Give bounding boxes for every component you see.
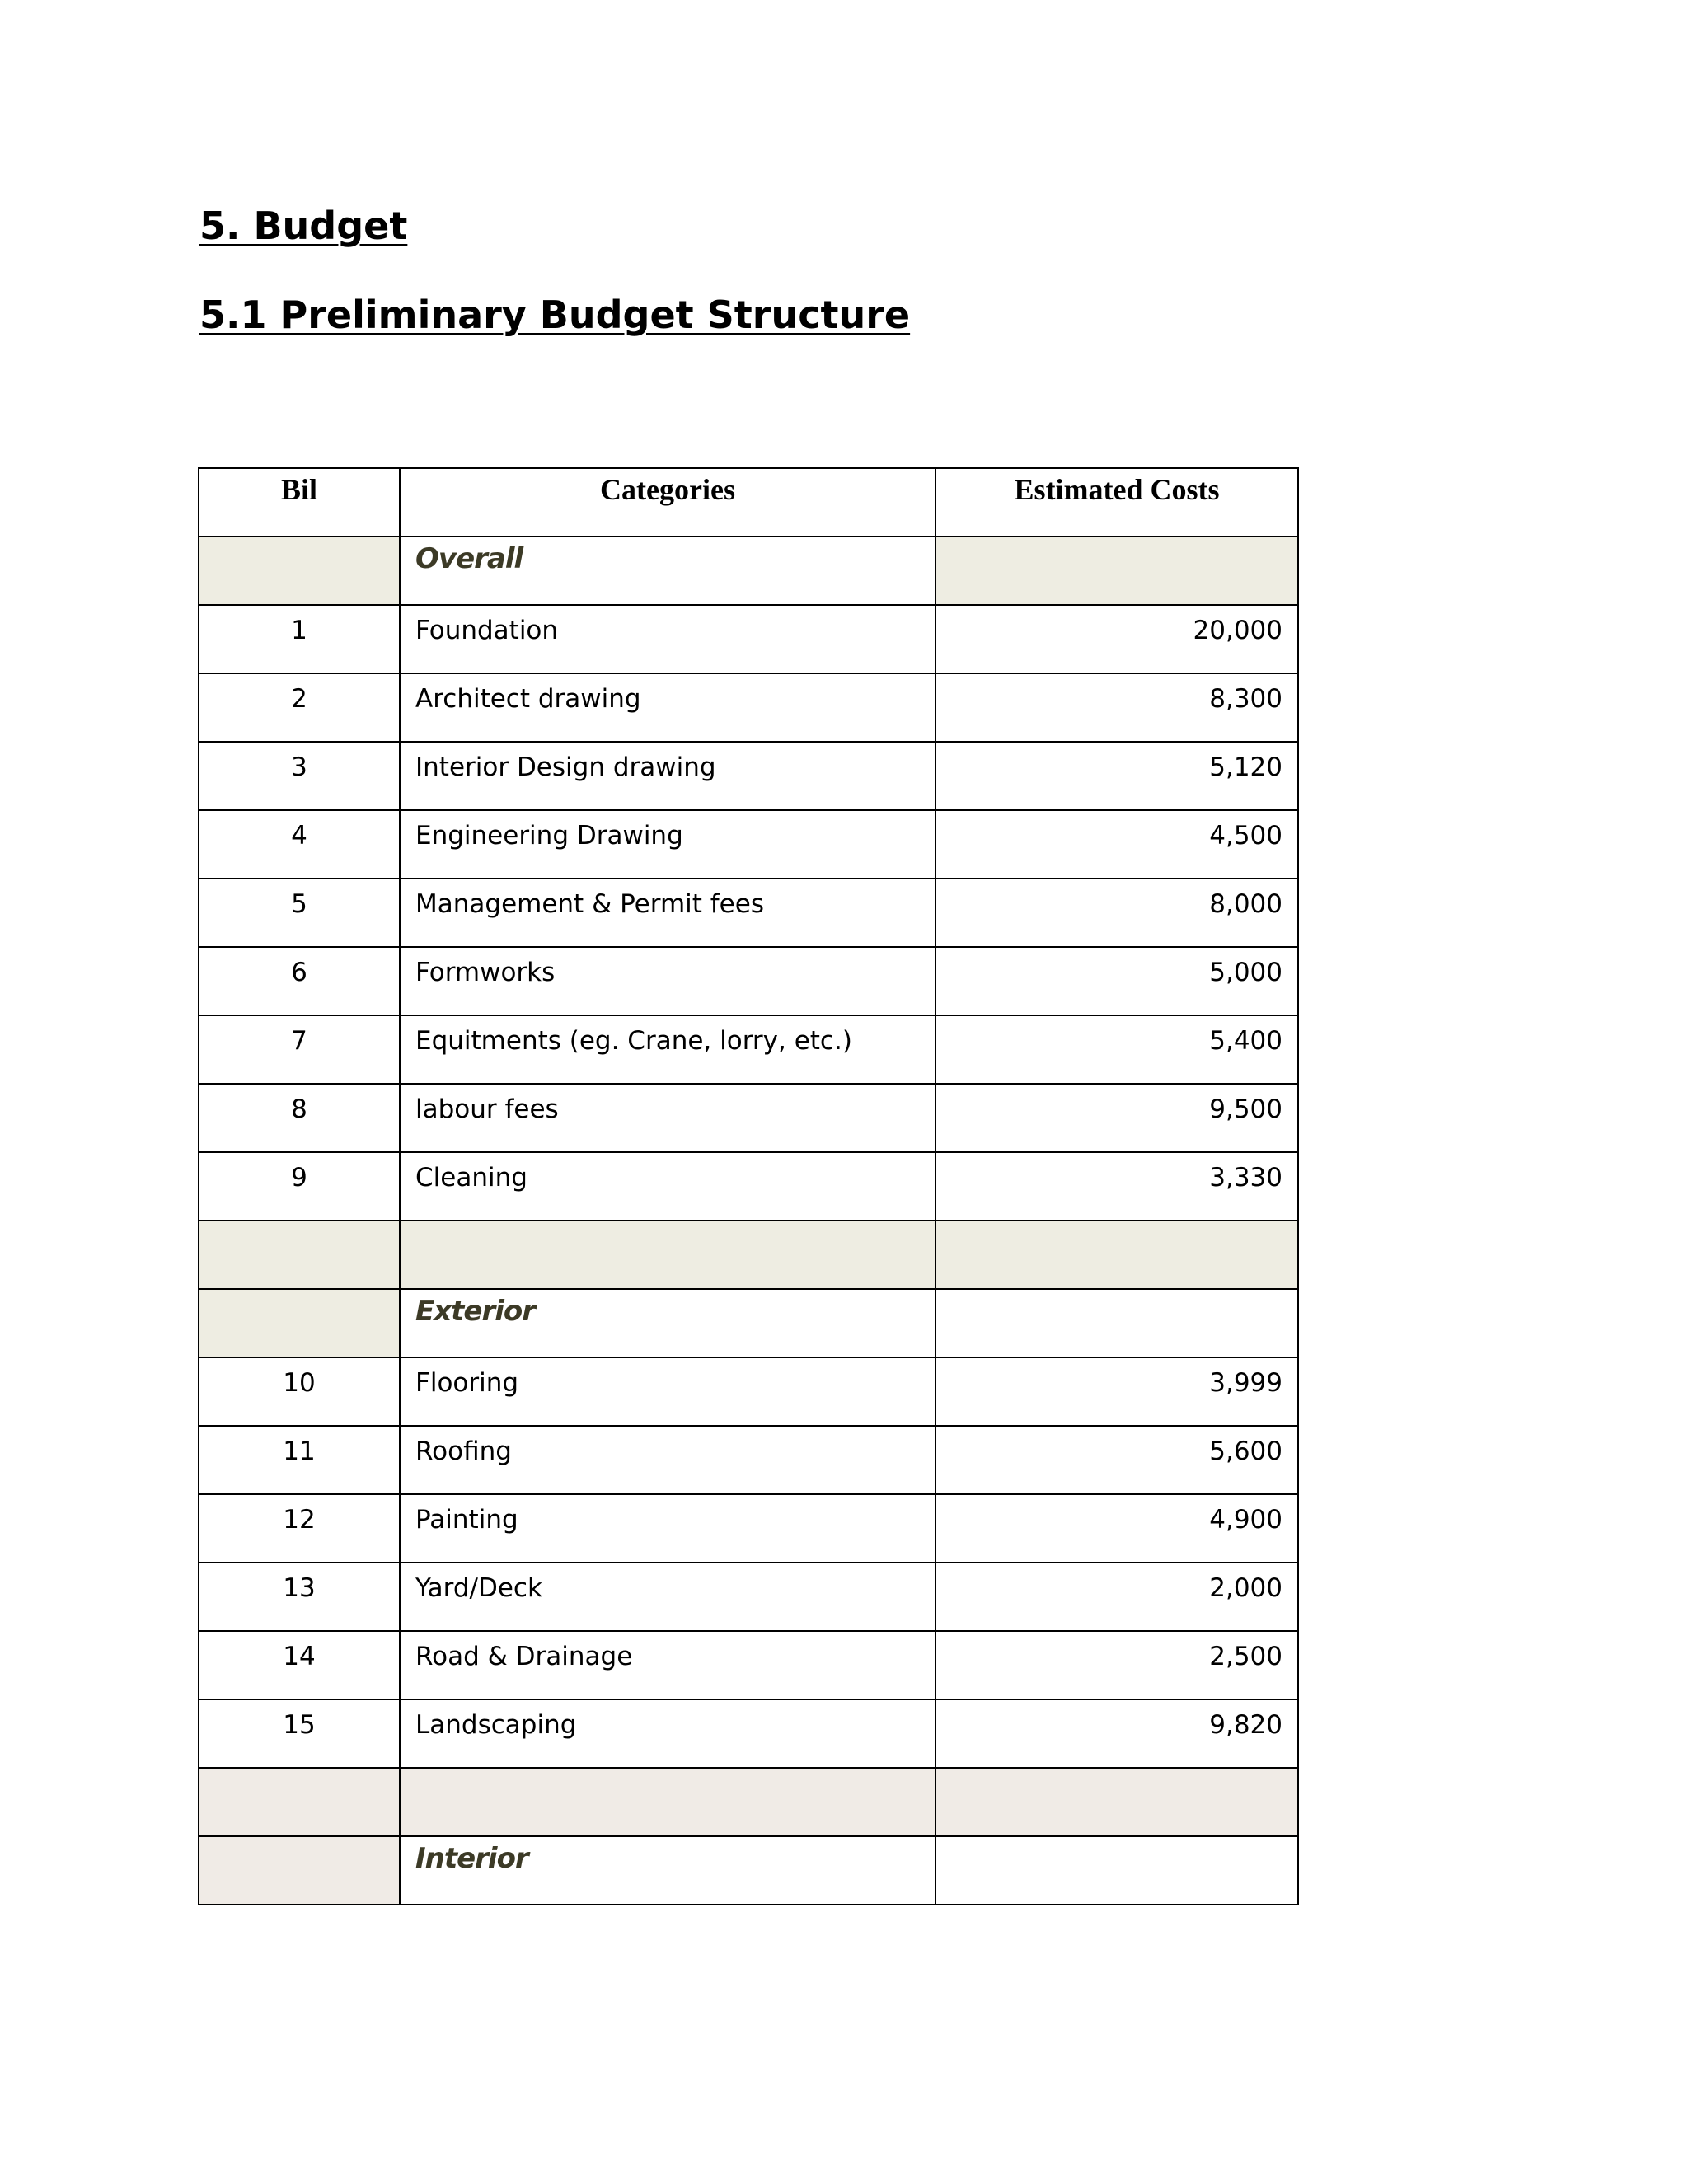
row-cost: 8,000 (935, 879, 1298, 947)
row-bil: 3 (199, 742, 400, 810)
row-cost: 4,900 (935, 1494, 1298, 1563)
row-category: Engineering Drawing (400, 810, 935, 879)
row-category: Cleaning (400, 1152, 935, 1221)
row-bil: 2 (199, 673, 400, 742)
section-title-exterior: Exterior (400, 1289, 935, 1357)
table-row (199, 742, 1298, 810)
table-row (199, 1631, 1298, 1699)
section-cost-cell (935, 537, 1298, 605)
header-categories: Categories (400, 468, 935, 537)
table-row (199, 1084, 1298, 1152)
row-cost: 2,000 (935, 1563, 1298, 1631)
row-cost: 5,000 (935, 947, 1298, 1015)
row-category: Landscaping (400, 1699, 935, 1768)
row-bil: 6 (199, 947, 400, 1015)
row-bil: 5 (199, 879, 400, 947)
section-title-interior: Interior (400, 1836, 935, 1905)
table-row (199, 1494, 1298, 1563)
row-category: Equitments (eg. Crane, lorry, etc.) (400, 1015, 935, 1084)
spacer-cell (400, 1768, 935, 1836)
table-row (199, 673, 1298, 742)
table-row (199, 1563, 1298, 1631)
row-category: labour fees (400, 1084, 935, 1152)
spacer-cell (199, 1768, 400, 1836)
spacer-row (199, 1221, 1298, 1289)
section-row-interior (199, 1836, 1298, 1905)
table-row (199, 947, 1298, 1015)
spacer-cell (935, 1768, 1298, 1836)
row-category: Management & Permit fees (400, 879, 935, 947)
row-bil: 8 (199, 1084, 400, 1152)
spacer-row (199, 1768, 1298, 1836)
row-cost: 9,500 (935, 1084, 1298, 1152)
table-row (199, 1426, 1298, 1494)
row-category: Flooring (400, 1357, 935, 1426)
row-category: Foundation (400, 605, 935, 673)
spacer-cell (935, 1221, 1298, 1289)
section-bil-cell (199, 537, 400, 605)
section-row-exterior (199, 1289, 1298, 1357)
row-category: Road & Drainage (400, 1631, 935, 1699)
row-bil: 11 (199, 1426, 400, 1494)
table-header-row (199, 468, 1298, 537)
table-row (199, 1699, 1298, 1768)
row-cost: 5,600 (935, 1426, 1298, 1494)
row-bil: 15 (199, 1699, 400, 1768)
header-bil: Bil (199, 468, 400, 537)
section-heading: 5. Budget (199, 204, 408, 248)
table-row (199, 605, 1298, 673)
row-category: Roofing (400, 1426, 935, 1494)
row-bil: 10 (199, 1357, 400, 1426)
row-bil: 1 (199, 605, 400, 673)
section-bil-cell (199, 1836, 400, 1905)
row-category: Painting (400, 1494, 935, 1563)
row-bil: 13 (199, 1563, 400, 1631)
spacer-cell (199, 1221, 400, 1289)
row-category: Formworks (400, 947, 935, 1015)
subsection-heading: 5.1 Preliminary Budget Structure (199, 293, 911, 337)
table-row (199, 810, 1298, 879)
section-bil-cell (199, 1289, 400, 1357)
budget-table (198, 467, 1299, 1905)
section-title-overall: Overall (400, 537, 935, 605)
section-row-overall (199, 537, 1298, 605)
row-bil: 7 (199, 1015, 400, 1084)
row-cost: 5,120 (935, 742, 1298, 810)
row-cost: 20,000 (935, 605, 1298, 673)
row-cost: 2,500 (935, 1631, 1298, 1699)
row-category: Interior Design drawing (400, 742, 935, 810)
row-bil: 12 (199, 1494, 400, 1563)
row-category: Yard/Deck (400, 1563, 935, 1631)
table-row (199, 1152, 1298, 1221)
row-cost: 3,999 (935, 1357, 1298, 1426)
table-row (199, 1015, 1298, 1084)
section-cost-cell (935, 1289, 1298, 1357)
row-cost: 9,820 (935, 1699, 1298, 1768)
header-estimated-costs: Estimated Costs (935, 468, 1298, 537)
row-cost: 3,330 (935, 1152, 1298, 1221)
table-row (199, 1357, 1298, 1426)
row-bil: 4 (199, 810, 400, 879)
row-cost: 8,300 (935, 673, 1298, 742)
row-bil: 14 (199, 1631, 400, 1699)
table-row (199, 879, 1298, 947)
row-bil: 9 (199, 1152, 400, 1221)
row-cost: 5,400 (935, 1015, 1298, 1084)
row-category: Architect drawing (400, 673, 935, 742)
section-cost-cell (935, 1836, 1298, 1905)
row-cost: 4,500 (935, 810, 1298, 879)
spacer-cell (400, 1221, 935, 1289)
